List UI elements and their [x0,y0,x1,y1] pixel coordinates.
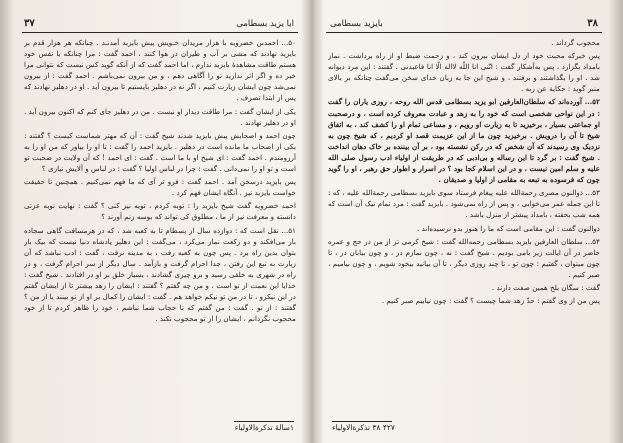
left-running-title: ابا یزید بسطامی [236,19,294,29]
paragraph: گفت : سگان بلخ همین صفت دارند . [491,282,600,292]
paragraph: یکی از ایشان گفت : مرا طاقت دیدار او نیست . من در دهلیز جای کنم که اکنون بیرون آید . او در دهلیز نهادند . [24,106,296,127]
paragraph: ۵۰... احمدبن خضرویه با هزار مریدان خـویش پیش بایزید آمدنـد . چنانکه هر هزار قدم بر بایزید نهادند که مشی بر آب و طیران در هوا کنند ، احمد گفت : مرا چنانکه با نفس خود هستم طاقت مشاهدهٔ بایزید ندارم ، اما احمد گفت که از آنکه گوید کس نیست که نتوانی مرا خبر ده و اگر اثر ندارید تو را آگاهی دهم ، و من بیرون نمی‌باشم . احمد گفت : از بیرون نمی‌شد چون ایشان زیارت کنیم ، اگر نه در دهلیز بایستیم تا بیرون آید . او در دهلیز نهادند که پس از ابتدا تصرف . [24,38,296,103]
left-page-header [22,10,298,33]
paragraph: محجوب گرداند . [551,38,600,47]
left-footer-rule [234,421,294,422]
paragraph: ۵۲... آورده‌اند که سلطان‌العارفین ابو یزید بسطامی قدس الله روحه ، روزی یاران را گفت : در این نواحی شخصی است که خود را به زهد و عبادت معروف کرده است ، و درصحبت او جماعتی بسیار ، برخیزید تا به زیارت او رویم ، و مساعی تمام او را کشف کند ، به اتفاق شیخ تا آن را درویش . برخیزید چون ما از این عزیمت قصد او کردیم ، که شیخ چون به نزدیک وی رسیدند که آن شخص که در رکن نشسته بود ، بر آن بیننده بر خاک دهان انداخت . شیخ گفت : بر گرد تا این رساله و بی‌ادبی که در طریقت از اولیاء ادب رسول صلی الله علیه و سلم امین نیست ، و در این اسلام کجا بود ؟ در اسرار و اطوار حق رهبر ، او را گوید چون که فرسوده به تبعه به مقامی از اولیا و صدیقان . [328,97,600,185]
left-page-body [24,37,296,421]
left-page-number: ۳۷ [24,18,35,29]
right-page-body [328,37,600,421]
paragraph: ۵۳... ذوالنون مصری رحمةالله علیه پیغام فرستاد سوی بایزید بسطامی رحمةالله علیه ، که : تا این جمله عمر می‌خوابی ، و پس از راه نمی‌شود . بایزید گفت : مرد تمام نیک آن است که همه شب بخفته ، بامداد پیشتر از منزل باشد . [328,188,600,220]
paragraph: احمد خضرویه گفت شیخ بایزید را : توبه کردم ، توبه نیز کنی ؟ گفت : نهایت توبه عزتی دانسته و معرفت نیز از ما ، مطلوق کی تواند که بوسه زنم آورند ؟ [24,201,296,222]
right-page-number: ۳۸ [587,18,598,29]
right-footer-rule [332,421,392,422]
paragraph: پس خبرکه محبت خود از دل ایشان بیرون کند ، و زحمت ضبط او از راه برداشت . نماز بامداد بگزارد ، پس به‌آشکار گفت : انّنی انا اللّه لااله الّا انا فاعبدنی . گفتند : این مرد دیوانه شد . او را بگذاشتند و برفتند ، و شیخ این جا به زبان خدای سخن می‌گفت چنانکه بر بالای منبر گوید : حکایة عن ربه . [328,51,600,94]
paragraph: ذوالنون گفت : این مقامی است که ما را هنوز بدو نرسیده‌اند . [417,223,600,233]
paragraph: پس بایزید درسخن آمد . احمد گفت : فرو تر آی که ما فهم نمی‌کنیم . همچنین تا حقیقت خواست بایزید نیز . آنگاه ایشان فهم کرد . [24,177,296,198]
paragraph: پس من‌ از وی گفتم : حدّ زهد شما چیست ؟ گفت : چون نیابیم صبر کنیم . [381,296,600,306]
right-page-footer: ۴۲۷ ۳۸ تذکرةالاولیاء [332,423,395,432]
right-page-header [326,10,602,33]
paragraph: چون احمد و اصحابش پیش بایزید شدند شیخ گفت : آن که مهتر شماست کیست ؟ گفتند : یکی از اصحاب ما مانده است در دهلیز . بایزید احمد را گفت : تا او را بیاور که من او را به آرزومندم . احمد گفت : ای شیخ او با ما است . گفت : ای احمد ! که آن ولایت در صحبت تو است و تو او را نمی‌دانی . گفت : چرا در لباس اولیا ؟ گفت : در لباس و آلایش نیازی ؟ [24,130,296,174]
right-running-title: بایزید بسطامی [330,19,383,29]
paragraph: ۵۱... نقل است که : دوازده سال از بسطام تا به کعبه شد ، که در هرمسافت گاهی سجاده بار می‌افکند و دو رکعت نماز می‌کرد ، می‌گفت : این دهلیز پادشاه دنیا نیست که بیک بار بتوان بدین راه برد . پس چون به کعبه رفت ، به مدینه نرفت ، گفت : ادب نباشد که آن زیارت به تبع این رفتن ، جدا احرام گرفت و بازآمد . سال دیگر از سر احرام گرفت ، و در راه در شهری به خلقی رسید و برو چیزی گشادند ، بسیار خلق بر او در افتادند . شیخ گفت : خدایا این نعمت از تو است ، و من چه گفتم ؟ گفتند : ایشان را زهد بیشتر تا از ایشان گفتم در این نیکرو ، تا در من تو نیکم خواهد هم . گفت : ایشان را کمال بر او از تو بینند یا از من ؟ گفتند : از تو . گفت : من گفتم که تا حجاب شما نباشم ، خود را ظاهر کردم تا از خود محجوب نگردانم ، ایشان را از تو محجوب نکند . [24,225,296,324]
paragraph: ۵۴... سلطان العارفین بایزید بسطامی رحمه‌الله گفت : شیخ کرمی تر از من در حج و عمره حاضر در آن ایالت زیر بامی بودیم . شیخ گفت : نه ، چون نمازم در ، و چون بیابان در ، تا چون میتوان ، گفتیم : چون تو ، تا چند روزی دیگر ، تا آن بیانید بیخود شویم ، و چون بیامیم ، صبر کنیم . [328,236,600,279]
left-page [14,0,306,443]
right-page [318,0,610,443]
left-page-footer: ۱سالهٔ تذکرةالاولیاء [234,423,294,432]
